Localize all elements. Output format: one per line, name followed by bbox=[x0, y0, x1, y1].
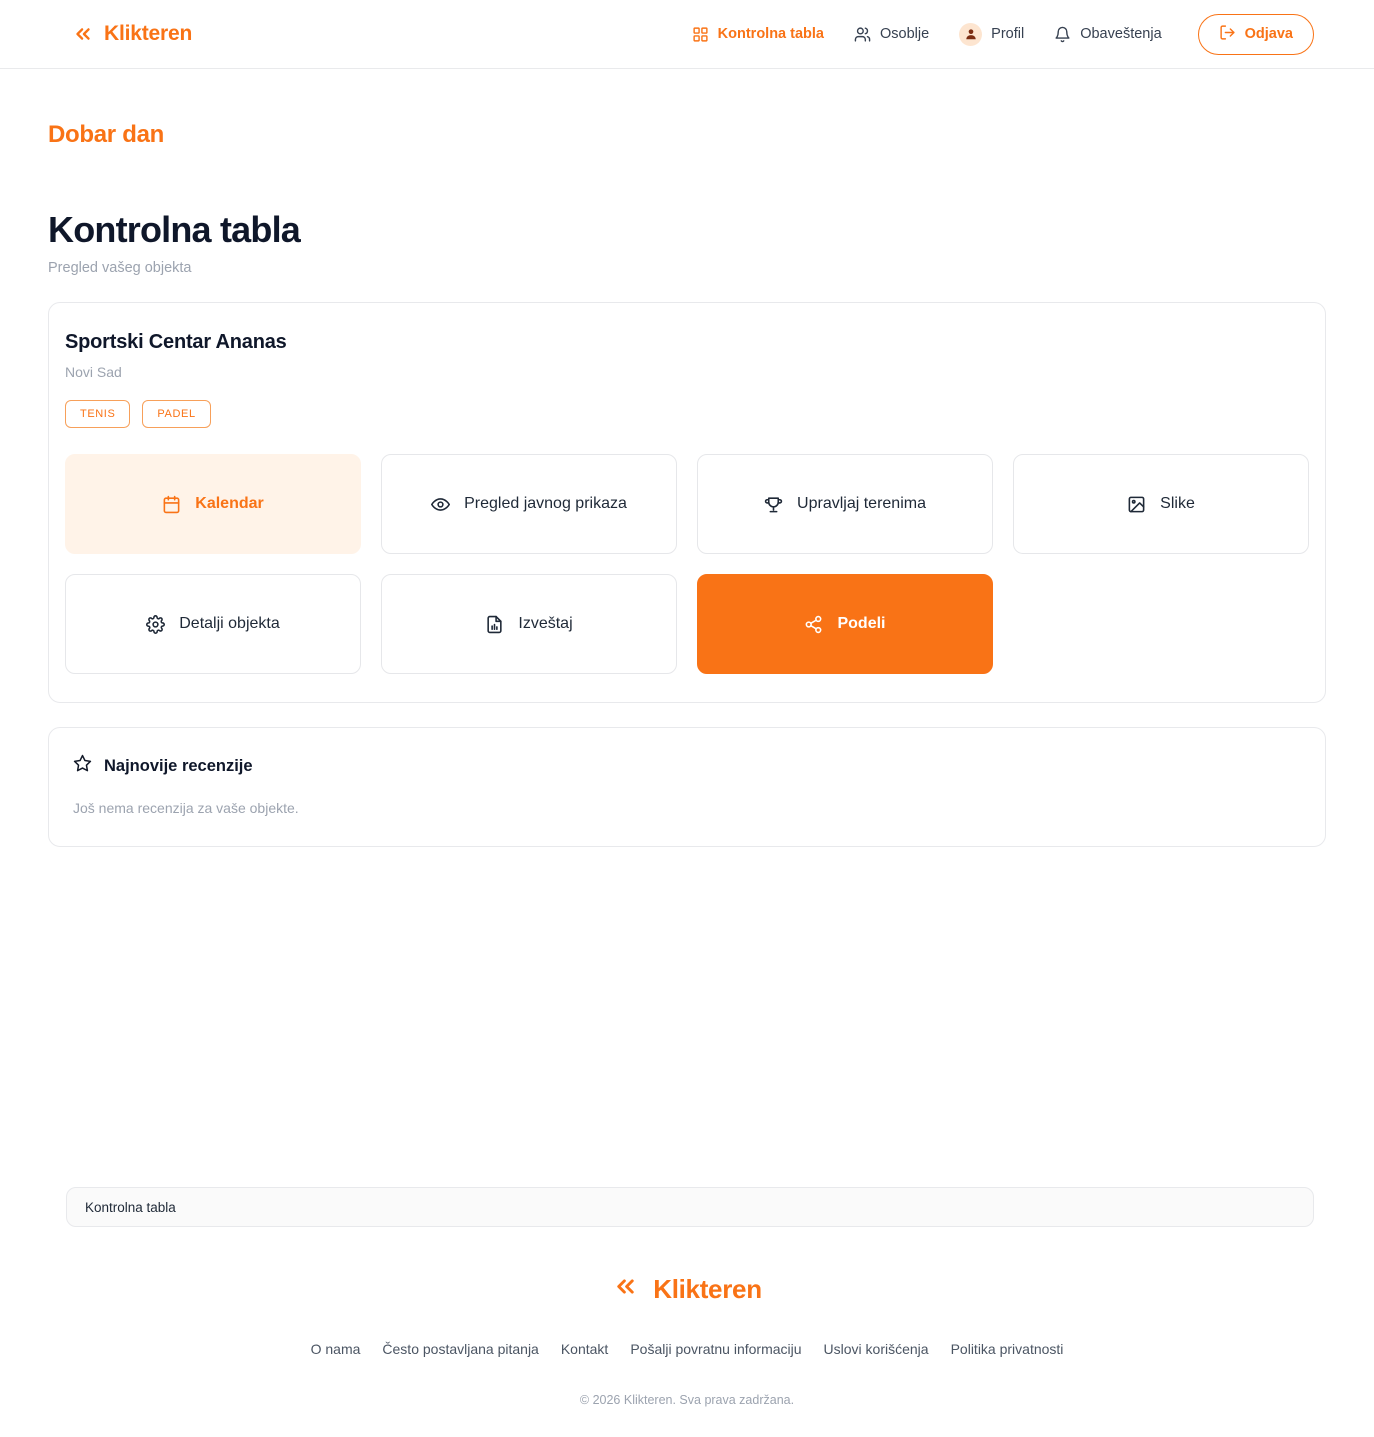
report-icon bbox=[485, 615, 504, 634]
action-label: Detalji objekta bbox=[179, 615, 280, 632]
footer-link-faq[interactable]: Često postavljana pitanja bbox=[382, 1341, 539, 1357]
footer-links bbox=[0, 1341, 1374, 1357]
footer-link-o-nama[interactable]: O nama bbox=[310, 1341, 361, 1357]
action-podeli[interactable] bbox=[697, 574, 993, 674]
calendar-icon bbox=[162, 495, 181, 514]
logout-button[interactable] bbox=[1198, 14, 1314, 55]
footer-brand-name: Klikteren bbox=[653, 1273, 762, 1304]
footer-link-uslovi-koriscenja[interactable]: Uslovi korišćenja bbox=[823, 1341, 929, 1357]
footer-copyright: © 2026 Klikteren. Sva prava zadržana. bbox=[579, 1393, 795, 1407]
gear-icon bbox=[146, 615, 165, 634]
brand-logo[interactable] bbox=[72, 22, 192, 46]
reviews-header bbox=[73, 754, 1301, 778]
reviews-title: Najnovije recenzije bbox=[104, 756, 253, 775]
footer-link-povratna-informacija[interactable]: Pošalji povratnu informaciju bbox=[630, 1341, 802, 1357]
reviews-card bbox=[48, 727, 1326, 847]
image-icon bbox=[1127, 495, 1146, 514]
nav-item-kontrolna-tabla[interactable] bbox=[692, 26, 824, 43]
nav-item-label: Kontrolna tabla bbox=[717, 26, 824, 42]
page-title: Kontrolna tabla bbox=[48, 209, 301, 250]
action-slike[interactable] bbox=[1013, 454, 1309, 554]
bell-icon bbox=[1054, 26, 1071, 43]
nav-item-label: Obaveštenja bbox=[1080, 26, 1162, 42]
venue-city: Novi Sad bbox=[65, 364, 122, 380]
greeting-text: Dobar dan bbox=[48, 121, 164, 148]
nav-item-obavestenja[interactable] bbox=[1054, 26, 1161, 43]
users-icon bbox=[854, 26, 871, 43]
action-detalji-objekta[interactable] bbox=[65, 574, 361, 674]
page-content bbox=[0, 121, 1374, 847]
eye-icon bbox=[431, 495, 450, 514]
nav-item-osoblje[interactable] bbox=[854, 26, 929, 43]
action-upravljaj-terenima[interactable] bbox=[697, 454, 993, 554]
venue-tags bbox=[65, 400, 1309, 428]
action-label: Izveštaj bbox=[518, 615, 573, 632]
action-izvestaj[interactable] bbox=[381, 574, 677, 674]
nav-item-label: Profil bbox=[991, 26, 1025, 42]
trophy-icon bbox=[764, 495, 783, 514]
grid-dashboard-icon bbox=[692, 26, 709, 43]
reviews-empty-text: Još nema recenzija za vaše objekte. bbox=[73, 800, 299, 816]
action-label: Upravljaj terenima bbox=[797, 495, 926, 512]
app-header bbox=[0, 0, 1374, 69]
venue-card bbox=[48, 302, 1326, 703]
footer-link-kontakt[interactable]: Kontakt bbox=[560, 1341, 609, 1357]
venue-actions-grid bbox=[65, 454, 1309, 674]
action-pregled-javnog-prikaza[interactable] bbox=[381, 454, 677, 554]
venue-header bbox=[65, 331, 1309, 428]
logout-label: Odjava bbox=[1244, 26, 1293, 42]
action-label: Pregled javnog prikaza bbox=[464, 495, 627, 512]
nav-item-label: Osoblje bbox=[880, 26, 930, 42]
footer-link-politika-privatnosti[interactable]: Politika privatnosti bbox=[950, 1341, 1064, 1357]
logout-icon bbox=[1219, 24, 1236, 45]
nav-item-profil[interactable] bbox=[959, 23, 1024, 46]
action-label: Podeli bbox=[837, 615, 886, 632]
action-label: Slike bbox=[1160, 495, 1195, 512]
app-footer bbox=[0, 1273, 1374, 1437]
action-kalendar[interactable] bbox=[65, 454, 361, 554]
share-icon bbox=[804, 615, 823, 634]
footer-brand[interactable] bbox=[612, 1273, 762, 1305]
primary-nav bbox=[692, 14, 1314, 55]
avatar bbox=[959, 23, 982, 46]
brand-name: Klikteren bbox=[104, 22, 193, 45]
chevrons-left-icon bbox=[72, 23, 94, 45]
venue-name: Sportski Centar Ananas bbox=[65, 331, 287, 353]
tag-padel[interactable]: PADEL bbox=[142, 400, 210, 428]
page-subtitle: Pregled vašeg objekta bbox=[48, 260, 192, 276]
chevrons-left-icon bbox=[612, 1273, 639, 1305]
bottom-status-label: Kontrolna tabla bbox=[85, 1199, 176, 1215]
star-icon bbox=[73, 754, 92, 778]
action-label: Kalendar bbox=[195, 495, 264, 512]
tag-tenis[interactable]: TENIS bbox=[65, 400, 130, 428]
bottom-status-bar[interactable] bbox=[66, 1187, 1314, 1227]
